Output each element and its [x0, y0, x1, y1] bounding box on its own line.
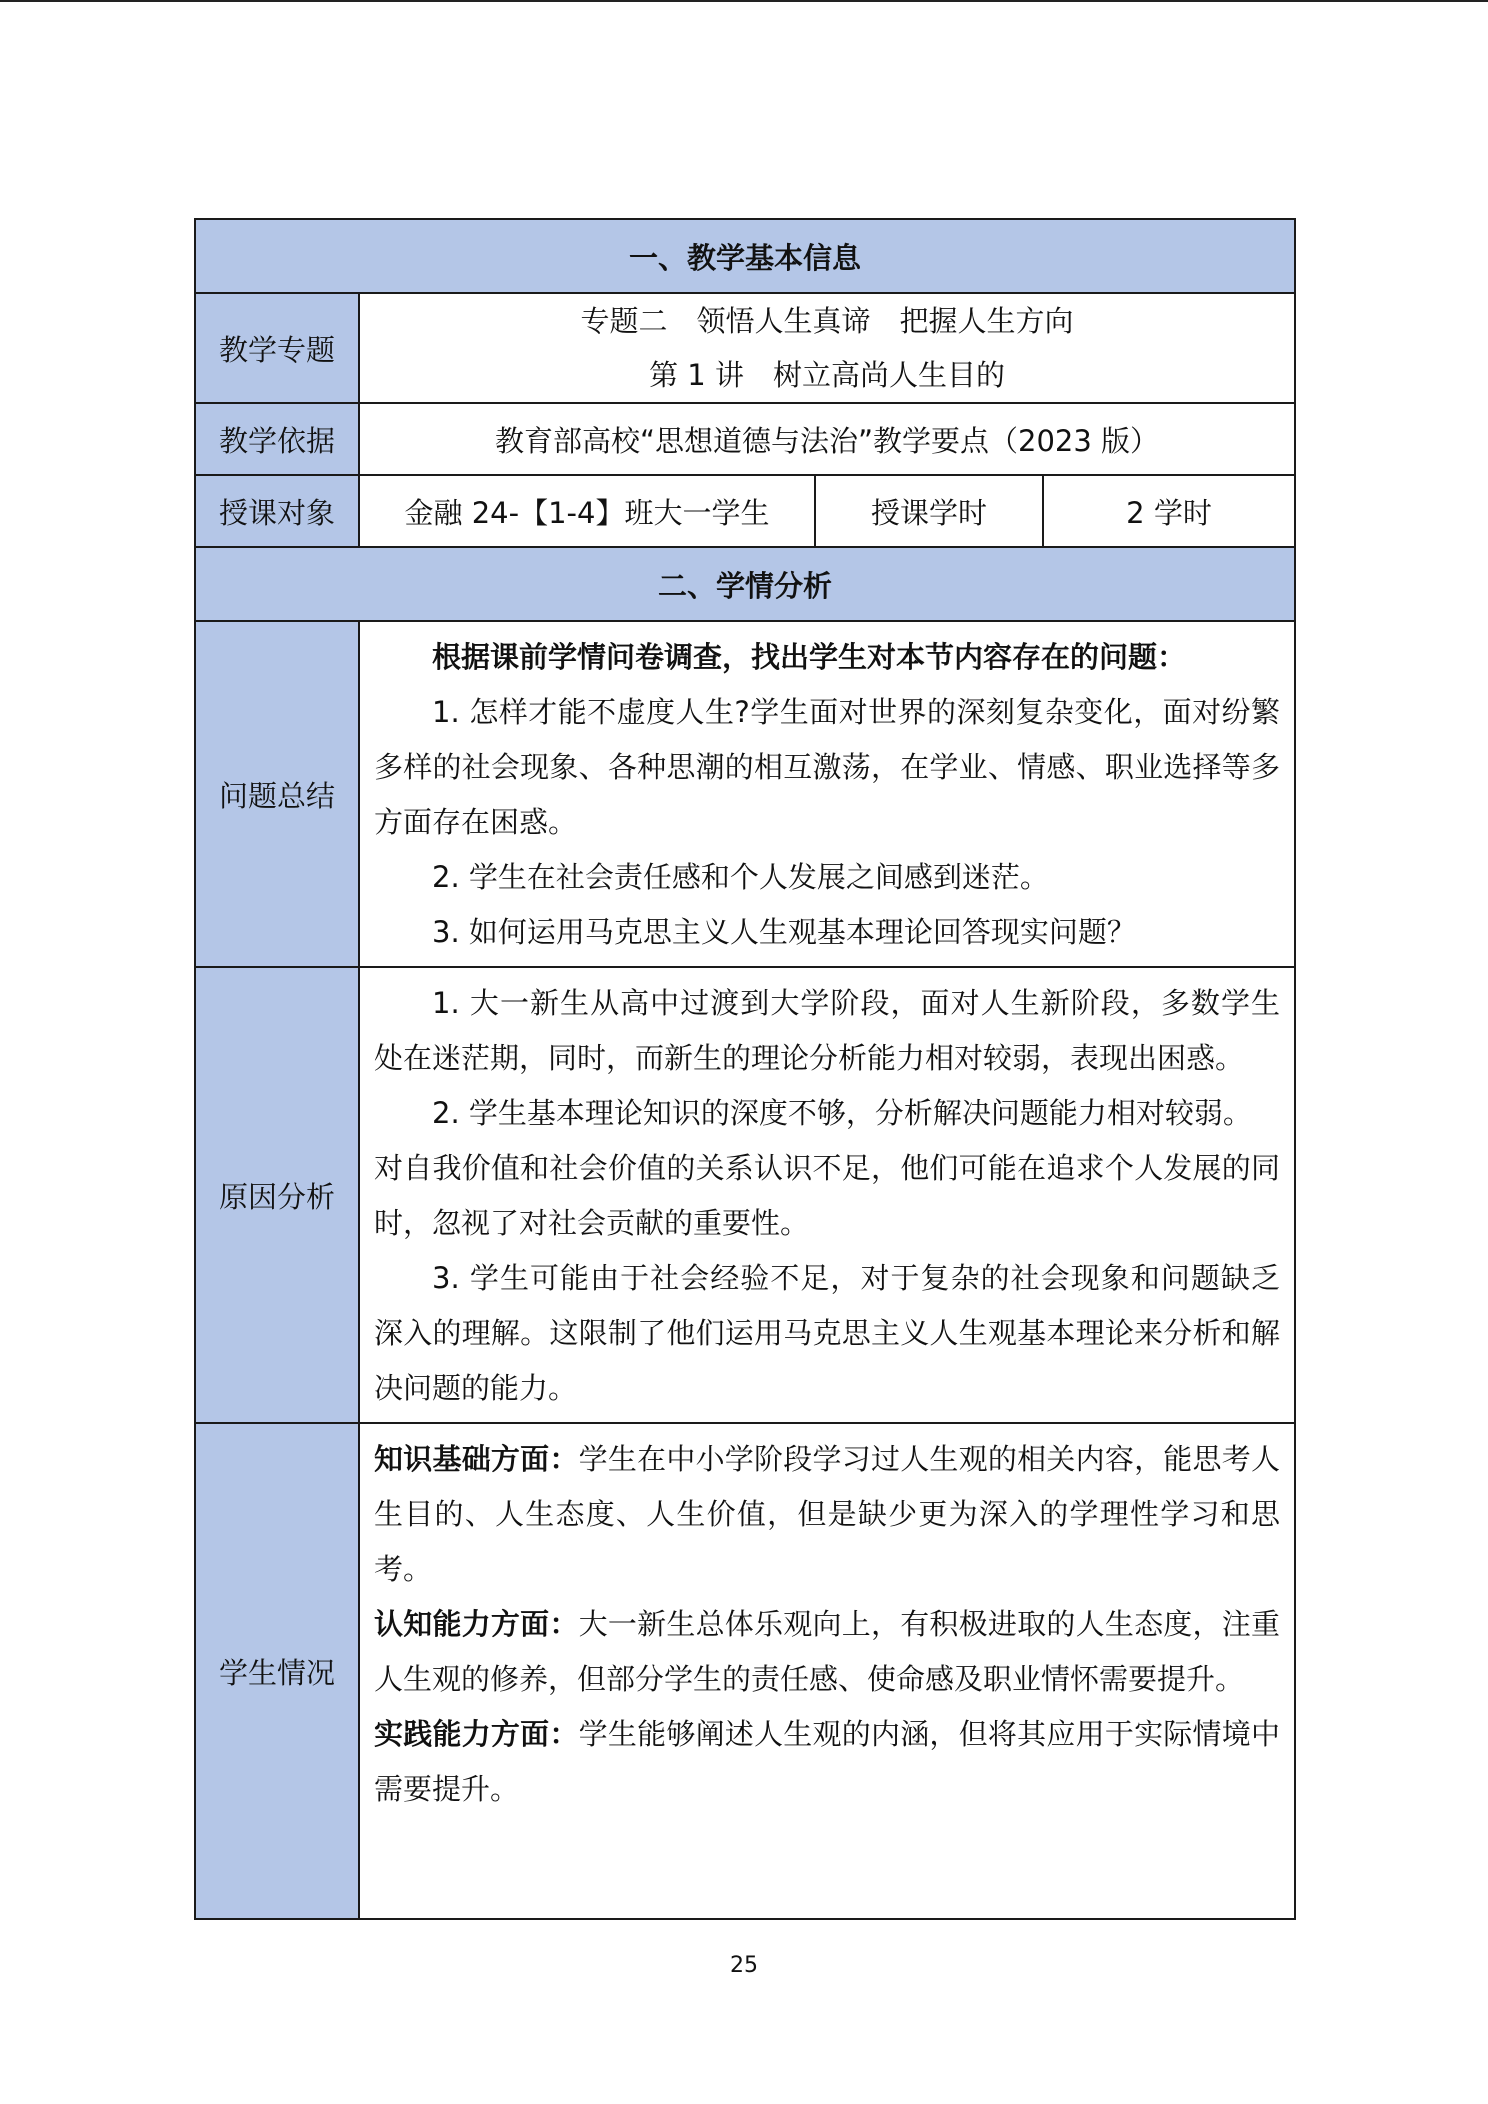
- cause-item-2-continued: 对自我价值和社会价值的关系认识不足，他们可能在追求个人发展的同时，忽视了对社会贡献的重要性。: [374, 1151, 1281, 1240]
- students-practice: [374, 1707, 1280, 1817]
- problems-intro: 根据课前学情问卷调查，找出学生对本节内容存在的问题：: [432, 640, 1187, 674]
- topic-label: 教学专题: [195, 293, 359, 403]
- section2-title: 二、学情分析: [195, 547, 1295, 621]
- problem-item-1: 1. 怎样才能不虚度人生?学生面对世界的深刻复杂变化，面对纷繁多样的社会现象、各种思潮的相互激荡，在学业、情感、职业选择等多方面存在困惑。: [374, 695, 1281, 839]
- students-cognition-heading: 认知能力方面：: [374, 1607, 579, 1641]
- lesson-plan-table: [194, 218, 1296, 1920]
- problem-item-2: 2. 学生在社会责任感和个人发展之间感到迷茫。: [432, 860, 1049, 894]
- students-label: 学生情况: [195, 1423, 359, 1919]
- topic-cell: [359, 293, 1295, 403]
- basis-label: 教学依据: [195, 403, 359, 475]
- causes-label: 原因分析: [195, 967, 359, 1423]
- basis-value: 教育部高校“思想道德与法治”教学要点（2023 版）: [359, 403, 1295, 475]
- audience-value: 金融 24-【1-4】班大一学生: [359, 475, 815, 547]
- students-knowledge-text: 学生在中小学阶段学习过人生观的相关内容，能思考人生目的、人生态度、人生价值，但是缺少更为深入的学理性学习和思考。: [374, 1442, 1281, 1586]
- students-practice-text: 学生能够阐述人生观的内涵，但将其应用于实际情境中需要提升。: [374, 1717, 1280, 1806]
- students-knowledge-heading: 知识基础方面：: [374, 1442, 579, 1476]
- hours-value: 2 学时: [1043, 475, 1295, 547]
- students-knowledge: [374, 1432, 1280, 1597]
- topic-line-1: 专题二 领悟人生真谛 把握人生方向: [580, 304, 1074, 338]
- students-cognition-text: 大一新生总体乐观向上，有积极进取的人生态度，注重人生观的修养，但部分学生的责任感、使命感及职业情怀需要提升。: [374, 1607, 1280, 1696]
- problem-item-3: 3. 如何运用马克思主义人生观基本理论回答现实问题？: [432, 915, 1136, 949]
- cause-item-1: 1. 大一新生从高中过渡到大学阶段，面对人生新阶段，多数学生处在迷茫期，同时，而新生的理论分析能力相对较弱，表现出困惑。: [374, 986, 1281, 1075]
- causes-cell: [359, 967, 1295, 1423]
- students-cell: [359, 1423, 1295, 1919]
- page-number: 25: [730, 1953, 758, 1978]
- audience-label: 授课对象: [195, 475, 359, 547]
- cause-item-3: 3. 学生可能由于社会经验不足，对于复杂的社会现象和问题缺乏深入的理解。这限制了他们运用马克思主义人生观基本理论来分析和解决问题的能力。: [374, 1261, 1281, 1405]
- topic-line-2: 第 1 讲 树立高尚人生目的: [649, 358, 1005, 392]
- page-top-border: [0, 0, 1488, 2]
- students-practice-heading: 实践能力方面：: [374, 1717, 579, 1751]
- cause-item-2: 2. 学生基本理论知识的深度不够，分析解决问题能力相对较弱。: [432, 1096, 1252, 1130]
- students-cognition: [374, 1597, 1280, 1707]
- problems-label: 问题总结: [195, 621, 359, 967]
- problems-cell: [359, 621, 1295, 967]
- section1-title: 一、教学基本信息: [195, 219, 1295, 293]
- hours-label: 授课学时: [815, 475, 1043, 547]
